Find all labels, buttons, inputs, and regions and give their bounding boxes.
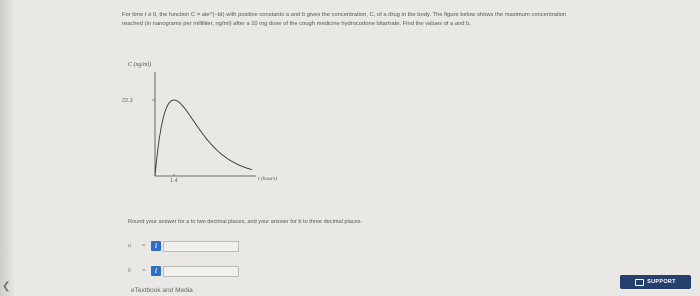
variable-label-a: a: [128, 243, 131, 249]
question-text: For time t ≥ 0, the function C = ate^(−bt) with positive constants a and b gives the concentration, C, of a drug in the body. The figure below shows the maximum concentration reached (in nanograms per milliliter, ng/ml) after a 10 mg dose of the cough medicine hydrocodone bitartrate. Find the values of a and b.: [122, 12, 567, 27]
answer-row-a: [128, 239, 239, 253]
info-icon[interactable]: i: [151, 241, 161, 251]
etextbook-link[interactable]: eTextbook and Media: [131, 287, 193, 294]
answer-input-a[interactable]: [163, 241, 239, 252]
support-button[interactable]: [620, 275, 691, 289]
answer-input-b[interactable]: [163, 266, 239, 277]
support-label: SUPPORT: [647, 279, 676, 285]
rounding-instruction: Round your answer for a to two decimal places, and your answer for b to three decimal places.: [128, 219, 363, 225]
x-axis-label: t (hours): [258, 176, 278, 182]
answer-row-b: [128, 264, 239, 278]
left-edge-strip: [0, 0, 14, 296]
y-tick-label: 22.3: [122, 98, 133, 104]
variable-label-b: b: [128, 268, 131, 274]
left-arrow-icon: ❮: [2, 281, 11, 292]
info-icon[interactable]: i: [151, 266, 161, 276]
chat-bubble-icon: [635, 279, 644, 286]
equals-sign: =: [142, 268, 146, 274]
equals-sign: =: [142, 243, 146, 249]
x-tick-label: 1.4: [170, 178, 178, 184]
concentration-graph: [118, 58, 298, 190]
y-axis-label: C (ng/ml): [128, 62, 152, 68]
concentration-curve: [155, 100, 252, 176]
